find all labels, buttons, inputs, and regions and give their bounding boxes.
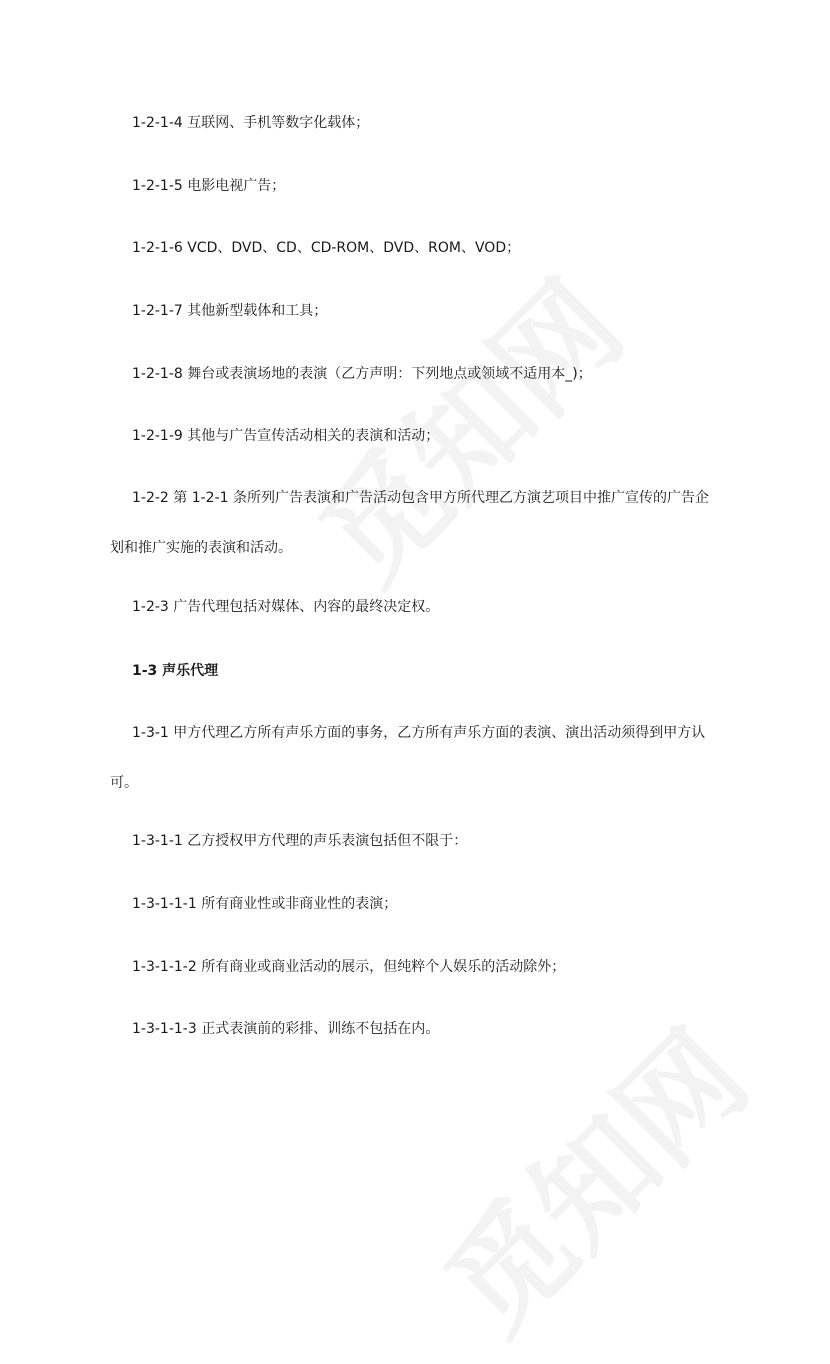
clause-1-2-1-6: 1-2-1-6 VCD、DVD、CD、CD-ROM、DVD、ROM、VOD； xyxy=(132,240,521,256)
clause-1-2-1-4: 1-2-1-4 互联网、手机等数字化载体； xyxy=(132,115,370,131)
clause-1-3-1-1-2: 1-3-1-1-2 所有商业或商业活动的展示，但纯粹个人娱乐的活动除外； xyxy=(132,959,566,975)
clause-1-2-3: 1-2-3 广告代理包括对媒体、内容的最终决定权。 xyxy=(132,599,440,615)
clause-1-3-1-1-1: 1-3-1-1-1 所有商业性或非商业性的表演； xyxy=(132,896,398,912)
clause-1-3-1-1-3: 1-3-1-1-3 正式表演前的彩排、训练不包括在内。 xyxy=(132,1021,440,1037)
clause-1-3-1: 1-3-1 甲方代理乙方所有声乐方面的事务，乙方所有声乐方面的表演、演出活动须得到甲方认可。 xyxy=(110,725,706,791)
clause-1-2-1-9: 1-2-1-9 其他与广告宣传活动相关的表演和活动； xyxy=(132,428,440,444)
clause-1-2-1-7: 1-2-1-7 其他新型载体和工具； xyxy=(132,303,328,319)
section-heading-1-3: 1-3 声乐代理 xyxy=(132,663,219,679)
watermark xyxy=(402,988,778,1364)
clause-1-2-2: 1-2-2 第 1-2-1 条所列广告表演和广告活动包含甲方所代理乙方演艺项目中推广宣传的广告企划和推广实施的表演和活动。 xyxy=(110,490,709,556)
clause-1-2-1-5: 1-2-1-5 电影电视广告； xyxy=(132,178,286,194)
clause-1-3-1-1: 1-3-1-1 乙方授权甲方代理的声乐表演包括但不限于： xyxy=(132,833,468,849)
clause-1-2-1-8: 1-2-1-8 舞台或表演场地的表演（乙方声明：下列地点或领域不适用本_)； xyxy=(132,366,592,382)
